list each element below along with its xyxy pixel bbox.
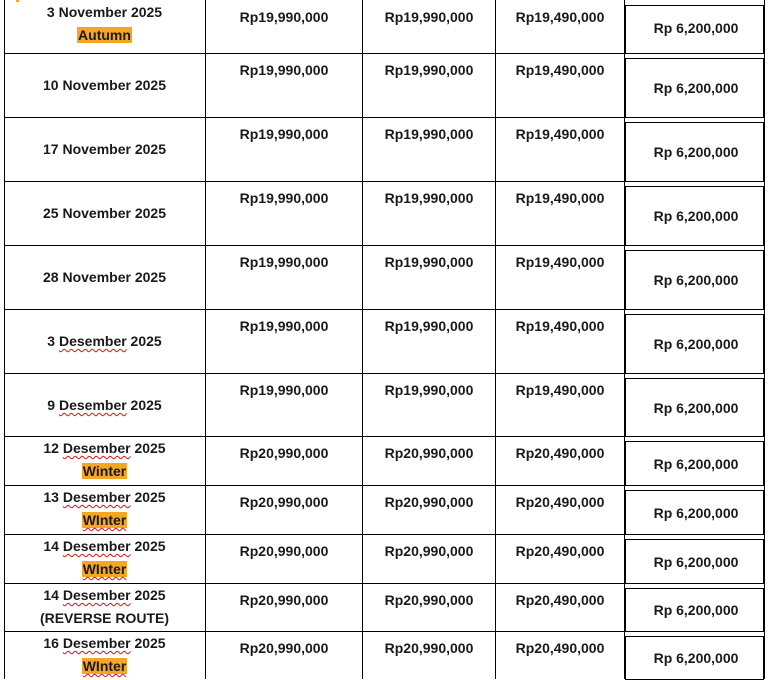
departure-date <box>5 74 204 97</box>
price-single-supplement: Rp 6,200,000 <box>653 650 739 666</box>
date-month: Desember <box>62 489 131 505</box>
price-child: Rp20,490,000 <box>515 445 605 461</box>
price-child: Rp20,490,000 <box>515 592 605 608</box>
season-badge: WInter <box>82 561 127 577</box>
date-year: 2025 <box>130 538 166 554</box>
departure-date <box>5 535 204 558</box>
date-cell <box>5 330 204 353</box>
price-child: Rp19,490,000 <box>515 190 605 206</box>
price-twin: Rp19,990,000 <box>239 382 329 398</box>
price-twin: Rp19,990,000 <box>239 126 329 142</box>
date-day: 17 November 2025 <box>43 141 166 157</box>
price-triple: Rp20,990,000 <box>384 640 474 656</box>
departure-date <box>5 138 204 161</box>
date-month: Desember <box>62 440 131 456</box>
date-year: 2025 <box>130 635 166 651</box>
season-badge: Winter <box>82 463 127 479</box>
departure-date <box>5 394 204 417</box>
row-divider <box>4 309 624 310</box>
date-cell <box>5 394 204 417</box>
price-triple: Rp19,990,000 <box>384 254 474 270</box>
date-cell <box>5 535 204 581</box>
price-single-supplement: Rp 6,200,000 <box>653 400 739 416</box>
departure-date <box>5 266 204 289</box>
date-day: 28 November 2025 <box>43 269 166 285</box>
price-single-supplement: Rp 6,200,000 <box>653 144 739 160</box>
row-divider <box>4 53 624 54</box>
price-child: Rp19,490,000 <box>515 254 605 270</box>
date-day: 16 <box>43 635 63 651</box>
departure-date <box>5 584 204 607</box>
price-triple: Rp19,990,000 <box>384 382 474 398</box>
price-twin: Rp19,990,000 <box>239 318 329 334</box>
price-single-supplement: Rp 6,200,000 <box>653 80 739 96</box>
departure-date <box>5 632 204 655</box>
price-single-supplement: Rp 6,200,000 <box>653 208 739 224</box>
season-badge: Autumn <box>78 27 131 43</box>
column-divider <box>495 0 496 679</box>
price-triple: Rp20,990,000 <box>384 445 474 461</box>
price-child: Rp19,490,000 <box>515 62 605 78</box>
date-year: 2025 <box>126 333 162 349</box>
date-cell <box>5 437 204 483</box>
price-single-supplement: Rp 6,200,000 <box>653 272 739 288</box>
season-line <box>5 509 204 532</box>
date-day: 14 <box>43 587 63 603</box>
departure-date <box>5 486 204 509</box>
price-twin: Rp19,990,000 <box>239 62 329 78</box>
date-year: 2025 <box>126 397 162 413</box>
price-triple: Rp19,990,000 <box>384 190 474 206</box>
price-single-supplement: Rp 6,200,000 <box>653 505 739 521</box>
price-twin: Rp20,990,000 <box>239 592 329 608</box>
date-cell <box>5 486 204 532</box>
date-cell <box>5 266 204 289</box>
date-year: 2025 <box>130 489 166 505</box>
date-month: Desember <box>62 538 131 554</box>
price-triple: Rp20,990,000 <box>384 494 474 510</box>
price-triple: Rp19,990,000 <box>384 318 474 334</box>
date-month: Desember <box>58 333 127 349</box>
departure-date <box>5 202 204 225</box>
price-single-supplement: Rp 6,200,000 <box>653 602 739 618</box>
price-child: Rp19,490,000 <box>515 9 605 25</box>
price-twin: Rp19,990,000 <box>239 190 329 206</box>
price-single-supplement: Rp 6,200,000 <box>653 336 739 352</box>
price-twin: Rp20,990,000 <box>239 445 329 461</box>
date-day: 10 November 2025 <box>43 77 166 93</box>
date-cell <box>5 202 204 225</box>
departure-date <box>5 437 204 460</box>
price-single-supplement: Rp 6,200,000 <box>653 456 739 472</box>
price-child: Rp20,490,000 <box>515 543 605 559</box>
season-line <box>5 460 204 483</box>
price-triple: Rp20,990,000 <box>384 592 474 608</box>
price-single-supplement: Rp 6,200,000 <box>653 20 739 36</box>
date-cell <box>5 632 204 678</box>
date-cell <box>5 584 204 630</box>
price-child: Rp20,490,000 <box>515 494 605 510</box>
date-day: 3 <box>47 333 59 349</box>
column-divider <box>362 0 363 679</box>
price-twin: Rp20,990,000 <box>239 494 329 510</box>
price-twin: Rp19,990,000 <box>239 9 329 25</box>
date-day: 9 <box>47 397 59 413</box>
price-triple: Rp20,990,000 <box>384 543 474 559</box>
date-cell <box>5 1 204 47</box>
date-day: 25 November 2025 <box>43 205 166 221</box>
date-day: 12 <box>43 440 63 456</box>
season-badge: WInter <box>82 658 127 674</box>
date-month: Desember <box>58 397 127 413</box>
date-day: 3 November 2025 <box>46 4 163 20</box>
season-line <box>5 558 204 581</box>
route-note: (REVERSE ROUTE) <box>39 610 170 626</box>
season-badge: WInter <box>82 512 127 528</box>
date-month: Desember <box>62 587 131 603</box>
price-twin: Rp20,990,000 <box>239 543 329 559</box>
date-cell <box>5 74 204 97</box>
departure-date <box>5 1 204 24</box>
price-twin: Rp20,990,000 <box>239 640 329 656</box>
price-triple: Rp19,990,000 <box>384 9 474 25</box>
season-line <box>5 655 204 678</box>
price-triple: Rp19,990,000 <box>384 126 474 142</box>
price-single-supplement: Rp 6,200,000 <box>653 554 739 570</box>
row-divider <box>4 117 624 118</box>
date-year: 2025 <box>130 587 166 603</box>
season-line <box>5 24 204 47</box>
price-child: Rp19,490,000 <box>515 382 605 398</box>
row-divider <box>4 373 624 374</box>
date-day: 14 <box>43 538 63 554</box>
price-child: Rp20,490,000 <box>515 640 605 656</box>
row-divider <box>4 181 624 182</box>
departure-date <box>5 330 204 353</box>
price-child: Rp19,490,000 <box>515 318 605 334</box>
row-divider <box>4 245 624 246</box>
price-triple: Rp19,990,000 <box>384 62 474 78</box>
column-divider <box>764 0 765 679</box>
date-year: 2025 <box>130 440 166 456</box>
date-cell <box>5 138 204 161</box>
date-month: Desember <box>62 635 131 651</box>
price-twin: Rp19,990,000 <box>239 254 329 270</box>
column-divider <box>205 0 206 679</box>
price-child: Rp19,490,000 <box>515 126 605 142</box>
date-day: 13 <box>43 489 63 505</box>
